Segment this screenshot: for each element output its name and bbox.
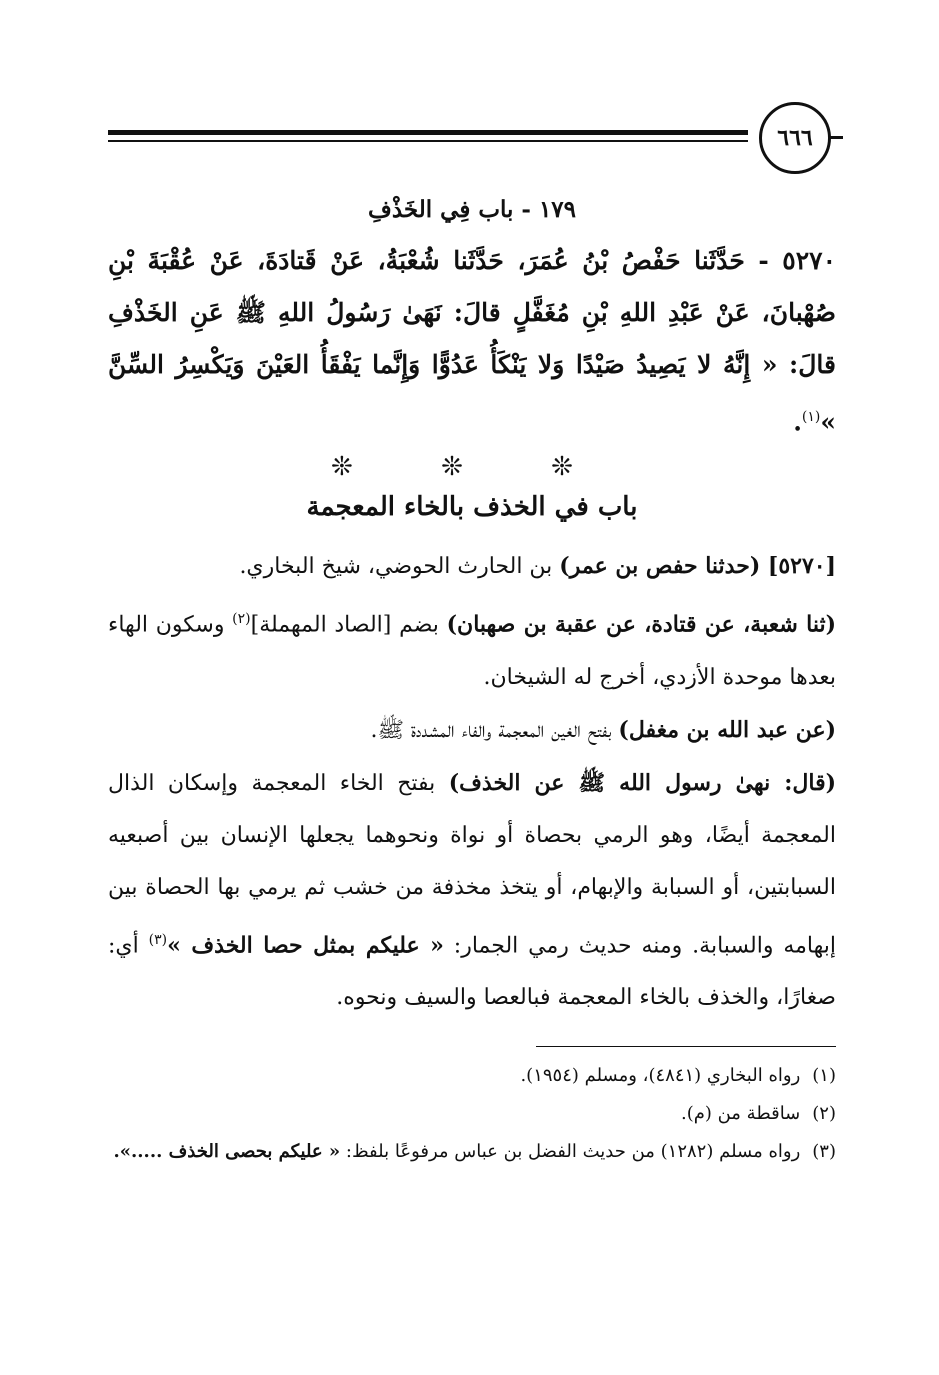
commentary-paragraph xyxy=(108,757,836,1024)
header-rule-thick xyxy=(108,130,748,135)
footnote-3 xyxy=(108,1133,836,1171)
commentary-paragraph xyxy=(108,540,836,593)
header-rule-thin xyxy=(108,140,748,142)
hadith-text xyxy=(108,235,836,448)
footnote-1 xyxy=(108,1057,836,1095)
commentary-paragraph xyxy=(108,704,836,757)
commentary-quote: (قال: نهىٰ رسول الله ﷺ عن الخذف) xyxy=(448,769,837,796)
commentary-text: وسكون الهاء بعدها موحدة الأزدي، أخرج له الشيخان. xyxy=(108,612,836,690)
commentary-text: بفتح الخاء المعجمة وإسكان الذال المعجمة أيضًا، وهو الرمي بحصاة أو نواة ونحوهما يجعلها الإنسان بين أصبعيه السبابتين، أو السبابة والإبهام، أو يتخذ مخذفة من خشب ثم يرمي بها الحصاة بين إبهامه والسبابة. ومنه حديث رمي الجمار: xyxy=(108,770,836,958)
commentary-quote: [٥٢٧٠] (حدثنا حفص بن عمر) xyxy=(559,553,836,580)
hadith-end: . xyxy=(793,407,802,437)
footnote-ref-3: (٣) xyxy=(148,931,168,948)
commentary-text: بضم [الصاد المهملة] xyxy=(250,612,447,638)
section-separator: ❊ ❊ ❊ xyxy=(331,452,613,483)
commentary-quote: « عليكم بمثل حصا الخذف » xyxy=(167,931,444,958)
commentary-title: باب في الخذف بالخاء المعجمة xyxy=(306,492,638,523)
page-header xyxy=(108,100,843,180)
footnote-text: رواه مسلم (١٢٨٢) من حديث الفضل بن عباس مرفوعًا بلفظ: xyxy=(340,1140,801,1162)
footnote-2 xyxy=(108,1095,836,1133)
commentary-quote: (ثنا شعبة، عن قتادة، عن عقبة بن صهبان) xyxy=(446,611,837,638)
commentary-quote: (عن عبد الله بن مغفل) xyxy=(618,716,836,743)
footnote-divider xyxy=(536,1046,836,1047)
commentary-paragraph xyxy=(108,593,836,703)
footnote-text: رواه البخاري (٤٨٤١)، ومسلم (١٩٥٤). xyxy=(520,1064,801,1086)
commentary-text: بفتح الغين المعجمة والفاء المشددة ﷺ. xyxy=(370,717,619,743)
footnote-ref-2: (٢) xyxy=(232,611,251,628)
footnote-number: (١) xyxy=(812,1064,836,1086)
page-content xyxy=(108,190,836,1171)
commentary-text: بن الحارث الحوضي، شيخ البخاري. xyxy=(239,554,560,580)
footnote-quote: « عليكم بحصى الخذف .....». xyxy=(113,1140,341,1162)
footnote-text: ساقطة من (م). xyxy=(680,1102,801,1124)
footnote-number: (٣) xyxy=(812,1140,836,1162)
chapter-title: ١٧٩ - باب فِي الخَذْفِ xyxy=(367,196,577,223)
page-number: ٦٦٦ xyxy=(759,102,831,174)
commentary-text: أي: صغارًا، والخذف بالخاء المعجمة فبالعصا والسيف ونحوه. xyxy=(108,932,836,1010)
footnote-number: (٢) xyxy=(812,1102,836,1124)
footnote-ref-1: (١) xyxy=(801,409,821,425)
hadith-body: ٥٢٧٠ - حَدَّثَنا حَفْصُ بْنُ عُمَرَ، حَدَّثَنا شُعْبَةُ، عَنْ قَتادَةَ، عَنْ عُقْبَةَ بْنِ صُهْبانَ، عَنْ عَبْدِ اللهِ بْنِ مُغَفَّلٍ قالَ: نَهَىٰ رَسُولُ اللهِ ﷺ عَنِ الخَذْفِ قالَ: « إِنَّهُ لا يَصِيدُ صَيْدًا وَلا يَنْكَأُ عَدُوًّا وَإِنَّما يَفْقَأُ العَيْنَ وَيَكْسِرُ السِّنَّ » xyxy=(108,246,836,437)
